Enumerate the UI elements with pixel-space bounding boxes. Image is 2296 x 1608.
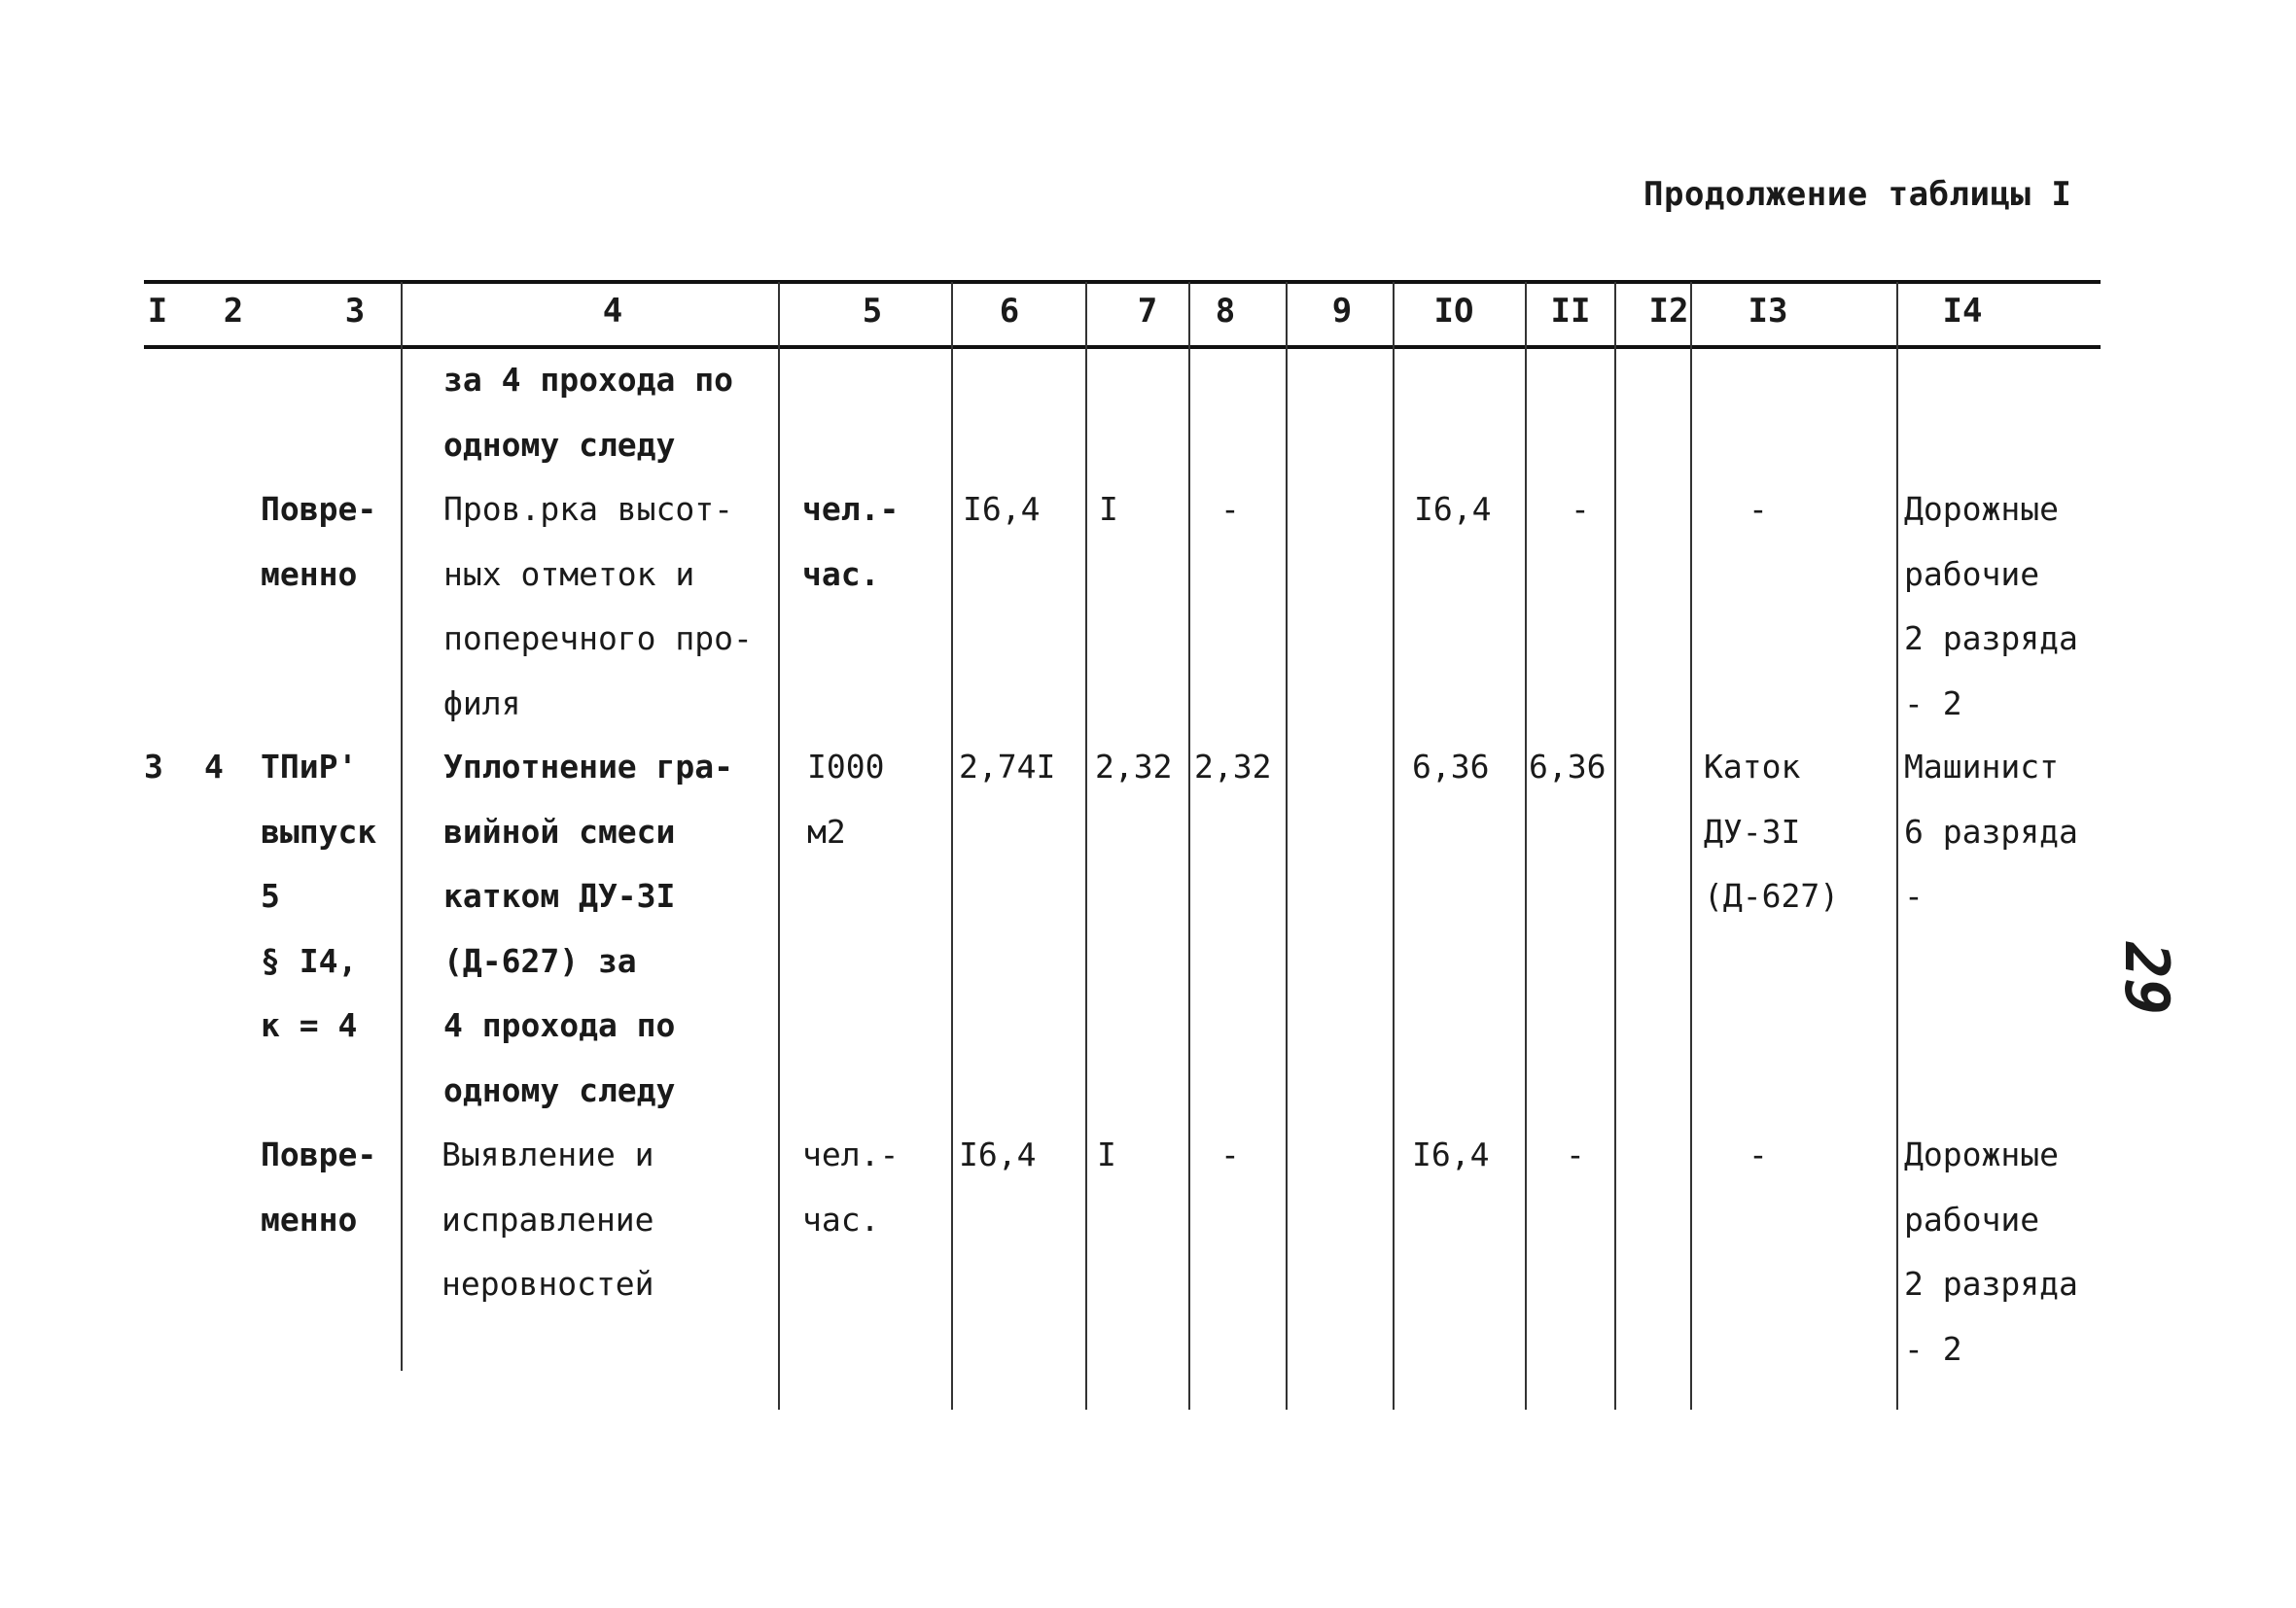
header-col-5: 5 xyxy=(862,292,883,331)
cell-col6: 2,74I xyxy=(959,748,1056,786)
cell-col6: I6,4 xyxy=(959,1136,1037,1173)
cell-frequency: Повре- менно xyxy=(261,490,377,593)
header-col-12: I2 xyxy=(1648,292,1689,331)
header-col-14: I4 xyxy=(1942,292,1983,331)
col-sep-7-8 xyxy=(1188,282,1190,1410)
page-number: 29 xyxy=(2110,942,2182,1015)
col-sep-13-14 xyxy=(1896,282,1898,1410)
col-sep-8-9 xyxy=(1286,282,1288,1410)
cell-col10: I6,4 xyxy=(1414,490,1492,528)
header-col-13: I3 xyxy=(1748,292,1788,331)
header-col-3: 3 xyxy=(344,292,366,331)
col-sep-9-10 xyxy=(1393,282,1395,1410)
cell-col13: - xyxy=(1748,490,1768,528)
cell-col13: - xyxy=(1748,1136,1768,1173)
cell-unit: чел.- час. xyxy=(802,490,900,593)
cell-workers: Дорожные рабочие 2 разряда - 2 xyxy=(1904,1136,2078,1368)
header-col-2: 2 xyxy=(223,292,244,331)
header-col-11: II xyxy=(1550,292,1591,331)
table-header-rule xyxy=(144,345,2101,349)
col-sep-12-13 xyxy=(1690,282,1692,1410)
cell-col8: - xyxy=(1220,490,1240,528)
col-sep-3-4 xyxy=(401,282,403,1371)
cell-description: Уплотнение гра- вийной смеси катком ДУ-3I (Д-627) за 4 прохода по одному следу xyxy=(443,748,734,1109)
cell-unit: I000 м2 xyxy=(807,748,885,851)
cell-workers: Дорожные рабочие 2 разряда - 2 xyxy=(1904,490,2078,722)
cell-col10: I6,4 xyxy=(1412,1136,1490,1173)
cell-col7: I xyxy=(1097,1136,1116,1173)
cell-col8: 2,32 xyxy=(1194,748,1272,786)
cell-col8: - xyxy=(1220,1136,1240,1173)
cell-description: за 4 прохода по одному следу xyxy=(443,361,734,464)
col-sep-5-6 xyxy=(951,282,953,1410)
table-caption: Продолжение таблицы I xyxy=(1643,175,2072,214)
header-col-9: 9 xyxy=(1331,292,1353,331)
cell-col7: 2,32 xyxy=(1095,748,1173,786)
header-col-6: 6 xyxy=(999,292,1020,331)
col-sep-11-12 xyxy=(1614,282,1616,1410)
cell-description: Пров.рка высот- ных отметок и поперечного про- филя xyxy=(443,490,753,722)
cell-col11: - xyxy=(1571,490,1590,528)
col-sep-4-5 xyxy=(778,282,780,1410)
cell-col10: 6,36 xyxy=(1412,748,1490,786)
cell-col6: I6,4 xyxy=(963,490,1041,528)
cell-col11: 6,36 xyxy=(1529,748,1607,786)
cell-description: Выявление и исправление неровностей xyxy=(442,1136,654,1303)
cell-reference: ТПиР' выпуск 5 § I4, к = 4 xyxy=(261,748,377,1044)
header-col-10: IO xyxy=(1433,292,1474,331)
cell-equipment: Каток ДУ-3I (Д-627) xyxy=(1704,748,1840,915)
cell-unit: чел.- час. xyxy=(802,1136,900,1239)
cell-col7: I xyxy=(1099,490,1118,528)
table-top-rule xyxy=(144,280,2101,284)
header-col-1: I xyxy=(147,292,168,331)
header-col-8: 8 xyxy=(1215,292,1236,331)
col-sep-6-7 xyxy=(1085,282,1087,1410)
cell-frequency: Повре- менно xyxy=(261,1136,377,1239)
cell-col11: - xyxy=(1566,1136,1585,1173)
cell-row-number: 3 xyxy=(144,748,163,786)
header-col-4: 4 xyxy=(602,292,623,331)
cell-workers: Машинист 6 разряда - xyxy=(1904,748,2078,915)
cell-col2: 4 xyxy=(204,748,224,786)
header-col-7: 7 xyxy=(1137,292,1158,331)
col-sep-10-11 xyxy=(1525,282,1527,1410)
